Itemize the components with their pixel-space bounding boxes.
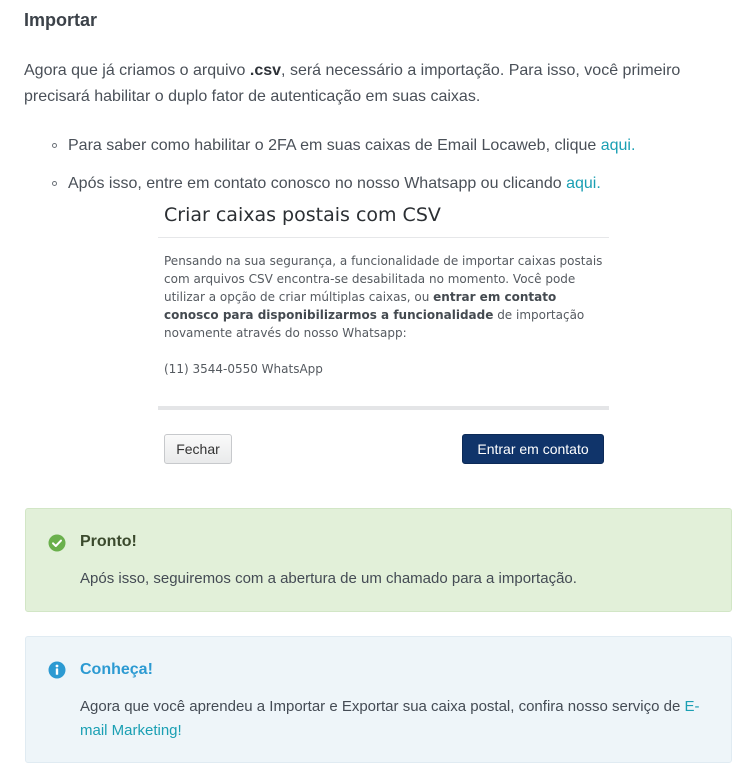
- modal-title: Criar caixas postais com CSV: [164, 204, 441, 226]
- modal-footer-divider: [158, 406, 609, 410]
- 2fa-help-link[interactable]: aqui.: [600, 137, 636, 154]
- email-marketing-link[interactable]: E-mail Marketing!: [80, 698, 700, 739]
- modal-body-bold: entrar em contato conosco para disponibilizarmos a funcionalidade: [164, 290, 557, 322]
- bullet-circle-icon: [52, 143, 57, 148]
- info-circle-icon: [48, 661, 66, 679]
- csv-modal-screenshot: [158, 196, 609, 476]
- modal-body: [164, 252, 606, 342]
- success-callout-text: Após isso, seguiremos com a abertura de um chamado para a importação.: [80, 570, 577, 587]
- contact-button[interactable]: Entrar em contato: [462, 434, 604, 464]
- list-item-text: Após isso, entre em contato conosco no nosso Whatsapp ou clicando: [68, 175, 567, 192]
- success-callout: [25, 508, 732, 612]
- contact-link[interactable]: aqui.: [566, 175, 601, 192]
- csv-highlight: .csv: [249, 62, 282, 79]
- info-callout-text-start: Agora que você aprendeu a Importar e Exportar sua caixa postal, confira nosso serviço de: [80, 698, 685, 715]
- check-circle-icon: [48, 534, 66, 552]
- modal-body-text-end: de importação novamente através do nosso Whatsapp:: [164, 308, 585, 340]
- success-callout-title: Pronto!: [80, 533, 137, 550]
- intro-text-start: Agora que já criamos o arquivo: [24, 62, 250, 79]
- list-item-text: Para saber como habilitar o 2FA em suas caixas de Email Locaweb, clique: [68, 137, 601, 154]
- info-callout-title: Conheça!: [80, 661, 153, 678]
- list-item: [24, 171, 724, 197]
- list-item: [24, 133, 724, 159]
- info-callout: [25, 636, 732, 763]
- close-button[interactable]: Fechar: [164, 434, 232, 464]
- modal-divider: [158, 237, 609, 238]
- modal-body-text-start: Pensando na sua segurança, a funcionalidade de importar caixas postais com arquivos CSV encontra-se desabilitada no momento. Você pode utilizar a opção de criar múltiplas caixas, ou: [164, 254, 603, 304]
- modal-phone: (11) 3544-0550 WhatsApp: [164, 362, 323, 376]
- bullet-circle-icon: [52, 181, 57, 186]
- intro-text-end: , será necessário a importação. Para isso, você primeiro precisará habilitar o duplo fator de autenticação em suas caixas.: [24, 62, 681, 105]
- info-callout-text: [80, 695, 710, 743]
- intro-paragraph: [24, 58, 724, 110]
- section-title: Importar: [24, 10, 98, 30]
